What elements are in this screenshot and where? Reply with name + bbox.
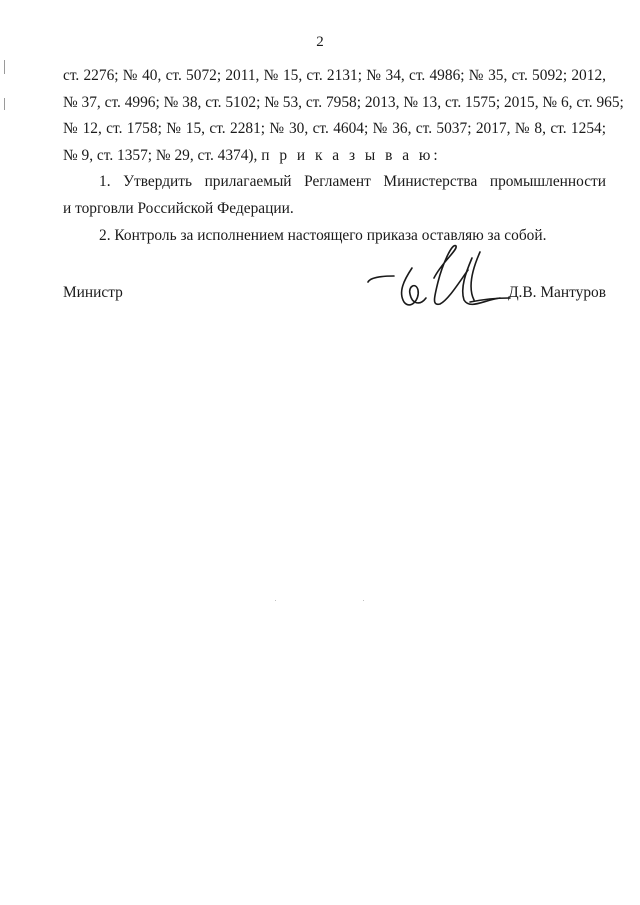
text-line-content: № 9, ст. 1357; № 29, ст. 4374), [63, 146, 258, 164]
scan-dot [363, 600, 364, 601]
signatory-name: Д.В. Мантуров [508, 284, 606, 301]
order-word: п р и к а з ы в а ю: [261, 146, 441, 164]
margin-scan-mark-bottom [4, 98, 5, 110]
text-line: № 12, ст. 1758; № 15, ст. 2281; № 30, ст. 4604; № 36, ст. 5037; 2017, № 8, ст. 1254; [63, 120, 606, 138]
item-1-paragraph [63, 169, 606, 222]
margin-scan-mark-top [4, 60, 5, 74]
document-body [63, 63, 624, 249]
legal-references-paragraph [63, 63, 624, 169]
page-number: 2 [316, 34, 324, 50]
handwritten-signature [360, 240, 520, 320]
text-line: 2. Контроль за исполнением настоящего приказа оставляю за собой. [99, 226, 547, 244]
text-line [63, 143, 606, 170]
text-line: ст. 2276; № 40, ст. 5072; 2011, № 15, ст. 2131; № 34, ст. 4986; № 35, ст. 5092; 2012, [63, 67, 606, 84]
item-2-paragraph [63, 223, 606, 250]
scan-dot [275, 600, 276, 601]
text-line: 1. Утвердить прилагаемый Регламент Министерства промышленности [99, 173, 606, 191]
signatory-title: Министр [63, 284, 123, 301]
text-line: № 37, ст. 4996; № 38, ст. 5102; № 53, ст. 7958; 2013, № 13, ст. 1575; 2015, № 6, ст. 965; [63, 93, 624, 111]
text-line: и торговли Российской Федерации. [63, 199, 294, 217]
